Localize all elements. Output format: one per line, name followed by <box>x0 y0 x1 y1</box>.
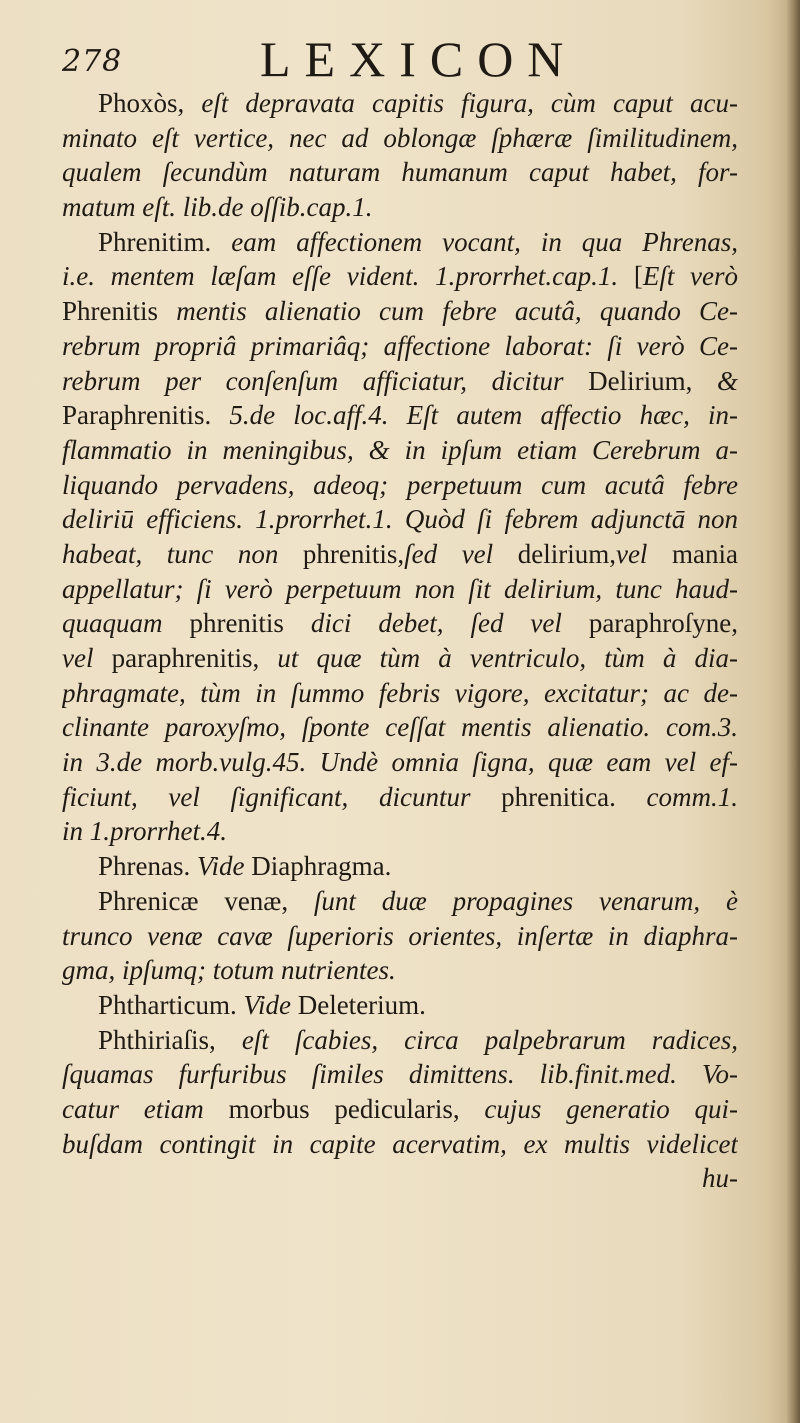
text-line <box>62 1057 738 1092</box>
text-line <box>62 1023 738 1058</box>
text-line <box>62 259 738 294</box>
text-line <box>62 433 738 468</box>
text-line <box>62 745 738 780</box>
italic-text-run: eſt depravata capitis figura, cùm caput acu- <box>201 88 738 118</box>
italic-text-run: catur etiam <box>62 1093 229 1124</box>
text-line <box>62 953 738 988</box>
roman-text-run: Paraphrenitis. <box>62 400 230 431</box>
roman-text-run: phrenitis <box>189 608 311 639</box>
text-line <box>62 1127 738 1162</box>
italic-text-run: hu- <box>702 1163 738 1194</box>
italic-text-run: ut quæ tùm à ventriculo, tùm à dia- <box>277 643 738 673</box>
text-line <box>62 606 738 641</box>
roman-text-run: morbus pedicularis, <box>228 1093 485 1124</box>
roman-text-run: Phrenicæ venæ, <box>98 885 314 916</box>
text-line <box>62 780 738 815</box>
italic-text-run: buſdam contingit in capite acervatim, ex multis videlicet <box>62 1128 738 1159</box>
roman-text-run: Phrenas. <box>98 851 197 882</box>
text-line <box>62 710 738 745</box>
italic-text-run: cujus generatio qui- <box>484 1093 738 1124</box>
text-line <box>62 572 738 607</box>
italic-text-run: dici debet, ſed vel <box>310 608 589 639</box>
italic-text-run: minato eſt vertice, nec ad oblongæ ſphæræ ſimilitudinem, <box>62 122 738 153</box>
italic-text-run: phragmate, tùm in ſummo febris vigore, excitatur; ac de- <box>62 677 738 708</box>
italic-text-run: ficiunt, vel ſignificant, dicuntur <box>62 781 502 812</box>
roman-text-run: paraphrenitis, <box>111 643 278 673</box>
italic-text-run: gma, ipſumq; totum nutrientes. <box>62 955 396 986</box>
text-line <box>62 919 738 954</box>
page-header <box>62 30 742 90</box>
roman-text-run: Phthiriaſis, <box>98 1024 242 1055</box>
running-head: LEXICON <box>260 31 578 87</box>
roman-text-run: paraphroſyne, <box>588 608 738 639</box>
italic-text-run: matum eſt. lib.de oſſib.cap.1. <box>62 192 373 223</box>
italic-text-run: Vide <box>243 989 298 1020</box>
text-line <box>62 849 738 884</box>
text-line <box>62 676 738 711</box>
italic-text-run: 5.de loc.aff.4. Eſt autem affectio hæc, in- <box>229 400 738 431</box>
italic-text-run: vel <box>615 538 672 569</box>
roman-text-run: Diaphragma. <box>251 851 392 882</box>
italic-text-run: clinante paroxyſmo, ſponte ceſſat mentis alienatio. com.3. <box>62 712 738 743</box>
roman-text-run: Deleterium. <box>297 989 426 1020</box>
roman-text-run: phrenitica. <box>501 781 647 812</box>
italic-text-run: habeat, tunc non <box>62 538 303 569</box>
italic-text-run: i.e. mentem læſam eſſe vident. 1.prorrhet.cap.1. <box>62 261 634 292</box>
text-line <box>62 468 738 503</box>
text-line <box>62 294 738 329</box>
italic-text-run: eſt ſcabies, circa palpebrarum radices, <box>241 1024 738 1055</box>
text-line <box>62 884 738 919</box>
text-line <box>62 814 738 849</box>
text-line <box>62 1092 738 1127</box>
italic-text-run: eam affectionem vocant, in qua Phrenas, <box>231 226 738 257</box>
text-line <box>62 641 738 676</box>
italic-text-run: comm.1. <box>646 781 738 812</box>
text-line <box>62 225 738 260</box>
text-line <box>62 502 738 537</box>
text-line <box>62 364 738 399</box>
italic-text-run: rebrum per conſenſum afficiatur, dicitur <box>62 365 589 396</box>
italic-text-run: rebrum propriâ primariâq; affectione laborat: ſi verò Ce- <box>62 330 738 361</box>
text-line <box>62 1161 738 1196</box>
page-edge-shadow <box>786 0 800 1423</box>
italic-text-run: qualem ſecundùm naturam humanum caput habet, for- <box>62 157 738 188</box>
italic-text-run: appellatur; ſi verò perpetuum non ſit delirium, tunc haud- <box>62 573 738 604</box>
text-line <box>62 155 738 190</box>
text-line <box>62 398 738 433</box>
roman-text-run: Delirium, <box>588 365 717 396</box>
italic-text-run: Vide <box>196 851 252 882</box>
roman-text-run: mania <box>672 538 738 569</box>
roman-text-run: [ <box>633 261 643 292</box>
italic-text-run: & <box>716 365 738 396</box>
roman-text-run: Phtharticum. <box>98 989 244 1020</box>
italic-text-run: mentis alienatio cum febre acutâ, quando Ce- <box>176 296 738 327</box>
italic-text-run: ſed vel <box>404 538 518 569</box>
italic-text-run: liquando pervadens, adeoq; perpetuum cum acutâ febre <box>62 469 738 500</box>
italic-text-run: vel <box>62 643 112 673</box>
italic-text-run: quaquam <box>62 608 190 639</box>
lexicon-body-text <box>62 86 738 1196</box>
page-number: 278 <box>62 44 123 79</box>
italic-text-run: in 1.prorrhet.4. <box>62 816 228 847</box>
italic-text-run: ſunt duæ propagines venarum, è <box>313 885 738 916</box>
italic-text-run: trunco venæ cavæ ſuperioris orientes, inſertæ in diaphra- <box>62 920 738 951</box>
italic-text-run: Eſt verò <box>642 261 738 292</box>
italic-text-run: deliriū efficiens. 1.prorrhet.1. Quòd ſi febrem adjunctā non <box>62 504 738 535</box>
roman-text-run: delirium, <box>517 538 616 569</box>
roman-text-run: Phrenitim. <box>98 226 232 257</box>
roman-text-run: Phrenitis <box>62 296 177 327</box>
text-line <box>62 86 738 121</box>
italic-text-run: in 3.de morb.vulg.45. Undè omnia ſigna, quæ eam vel ef- <box>62 747 738 778</box>
text-line <box>62 121 738 156</box>
text-line <box>62 329 738 364</box>
roman-text-run: phrenitis, <box>302 538 405 569</box>
text-line <box>62 190 738 225</box>
text-line <box>62 988 738 1023</box>
italic-text-run: ſquamas furfuribus ſimiles dimittens. lib.finit.med. Vo- <box>62 1059 738 1090</box>
italic-text-run: flammatio in meningibus, & in ipſum etiam Cerebrum a- <box>62 434 738 465</box>
text-line <box>62 537 738 572</box>
roman-text-run: Phoxòs, <box>98 88 202 118</box>
